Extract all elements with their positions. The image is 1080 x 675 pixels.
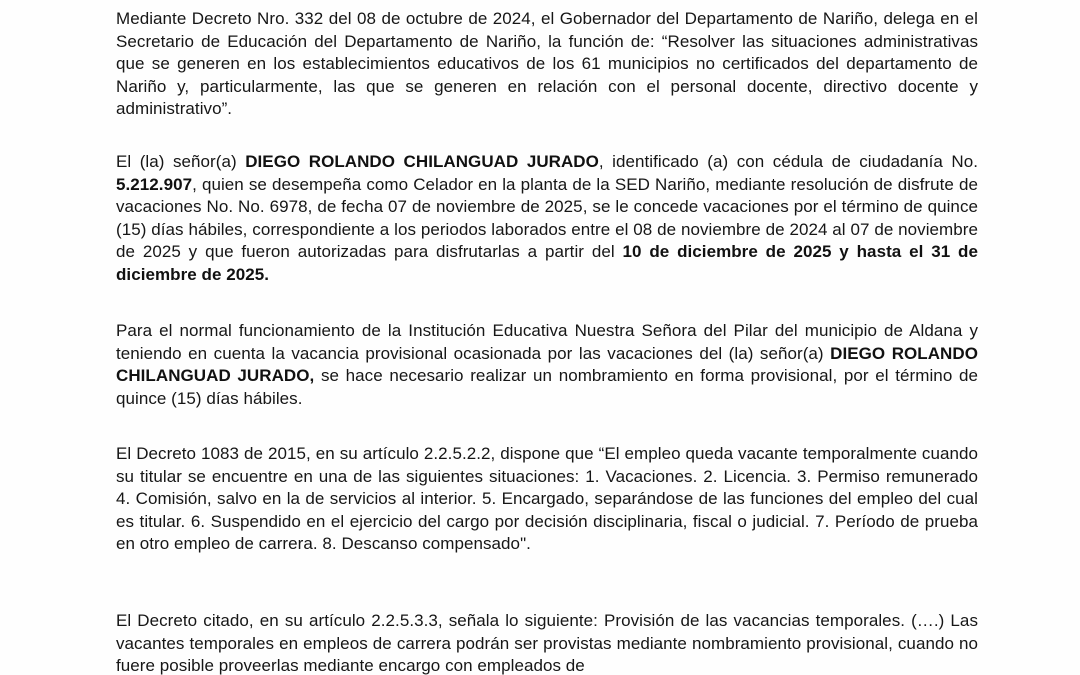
paragraph-decreto-332: Mediante Decreto Nro. 332 del 08 de octubre de 2024, el Gobernador del Departamento de Nariño, delega en el Secretario de Educación del Departamento de Nariño, la función de: “Resolver las situaciones administrativas que se generen en los establecimientos educativos de los 61 municipios no certificados del departamento de Nariño y, particularmente, las que se generen en relación con el personal docente, directivo docente y administrativo”. (116, 9, 978, 119)
employee-name-2: DIEGO ROLANDO CHILANGUAD JURADO, (116, 343, 978, 386)
paragraph-provision-vacancias: El Decreto citado, en su artículo 2.2.5.3.3, señala lo siguiente: Provisión de las vacancias temporales. (….) Las vacantes temporales en empleos de carrera podrán ser provistas mediante nombramiento provisional, cuando no fuere posible proveerlas mediante encargo con empleados de (116, 611, 978, 675)
p2-text-a: El (la) señor(a) (116, 152, 246, 171)
p2-text-c: , identificado (a) con cédula de ciudadanía No. (598, 152, 979, 171)
paragraph-decreto-1083: El Decreto 1083 de 2015, en su artículo 2.2.5.2.2, dispone que “El empleo queda vacante temporalmente cuando su titular se encuentre en una de las siguientes situaciones: 1. Vacaciones. 2. Licencia. 3. Permiso remunerado 4. Comisión, salvo en la de servicios al interior. 5. Encargado, separándose de las funciones del empleo del cual es titular. 6. Suspendido en el ejercicio del cargo por decisión disciplinaria, fiscal o judicial. 7. Período de prueba en otro empleo de carrera. 8. Descanso compensado". (116, 444, 978, 554)
vacation-dates: 10 de diciembre de 2025 y hasta el 31 de diciembre de 2025. (116, 242, 978, 284)
cedula-number: 5.212.907 (116, 174, 193, 194)
p3-text-c: se hace necesario realizar un nombramiento en forma provisional, por el término de quince (15) días hábiles. (116, 366, 978, 408)
employee-name: DIEGO ROLANDO CHILANGUAD JURADO (245, 152, 599, 171)
paragraph-vacaciones-celador (116, 151, 978, 287)
p3-text-a: Para el normal funcionamiento de la Institución Educativa Nuestra Señora del Pilar del municipio de Aldana y teniendo en cuenta la vacancia provisional ocasionada por las vacaciones del (la) señor(a) (116, 321, 978, 363)
paragraph-nombramiento-provisional (116, 320, 978, 410)
p2-text-e: , quien se desempeña como Celador en la planta de la SED Nariño, mediante resolución de disfrute de vacaciones No. No. 6978, de fecha 07 de noviembre de 2025, se le concede vacaciones por el término de quince (15) días hábiles, correspondiente a los periodos laborados entre el 08 de noviembre de 2024 al 07 de noviembre de 2025 y que fueron autorizadas para disfrutarlas a partir del (116, 174, 978, 262)
